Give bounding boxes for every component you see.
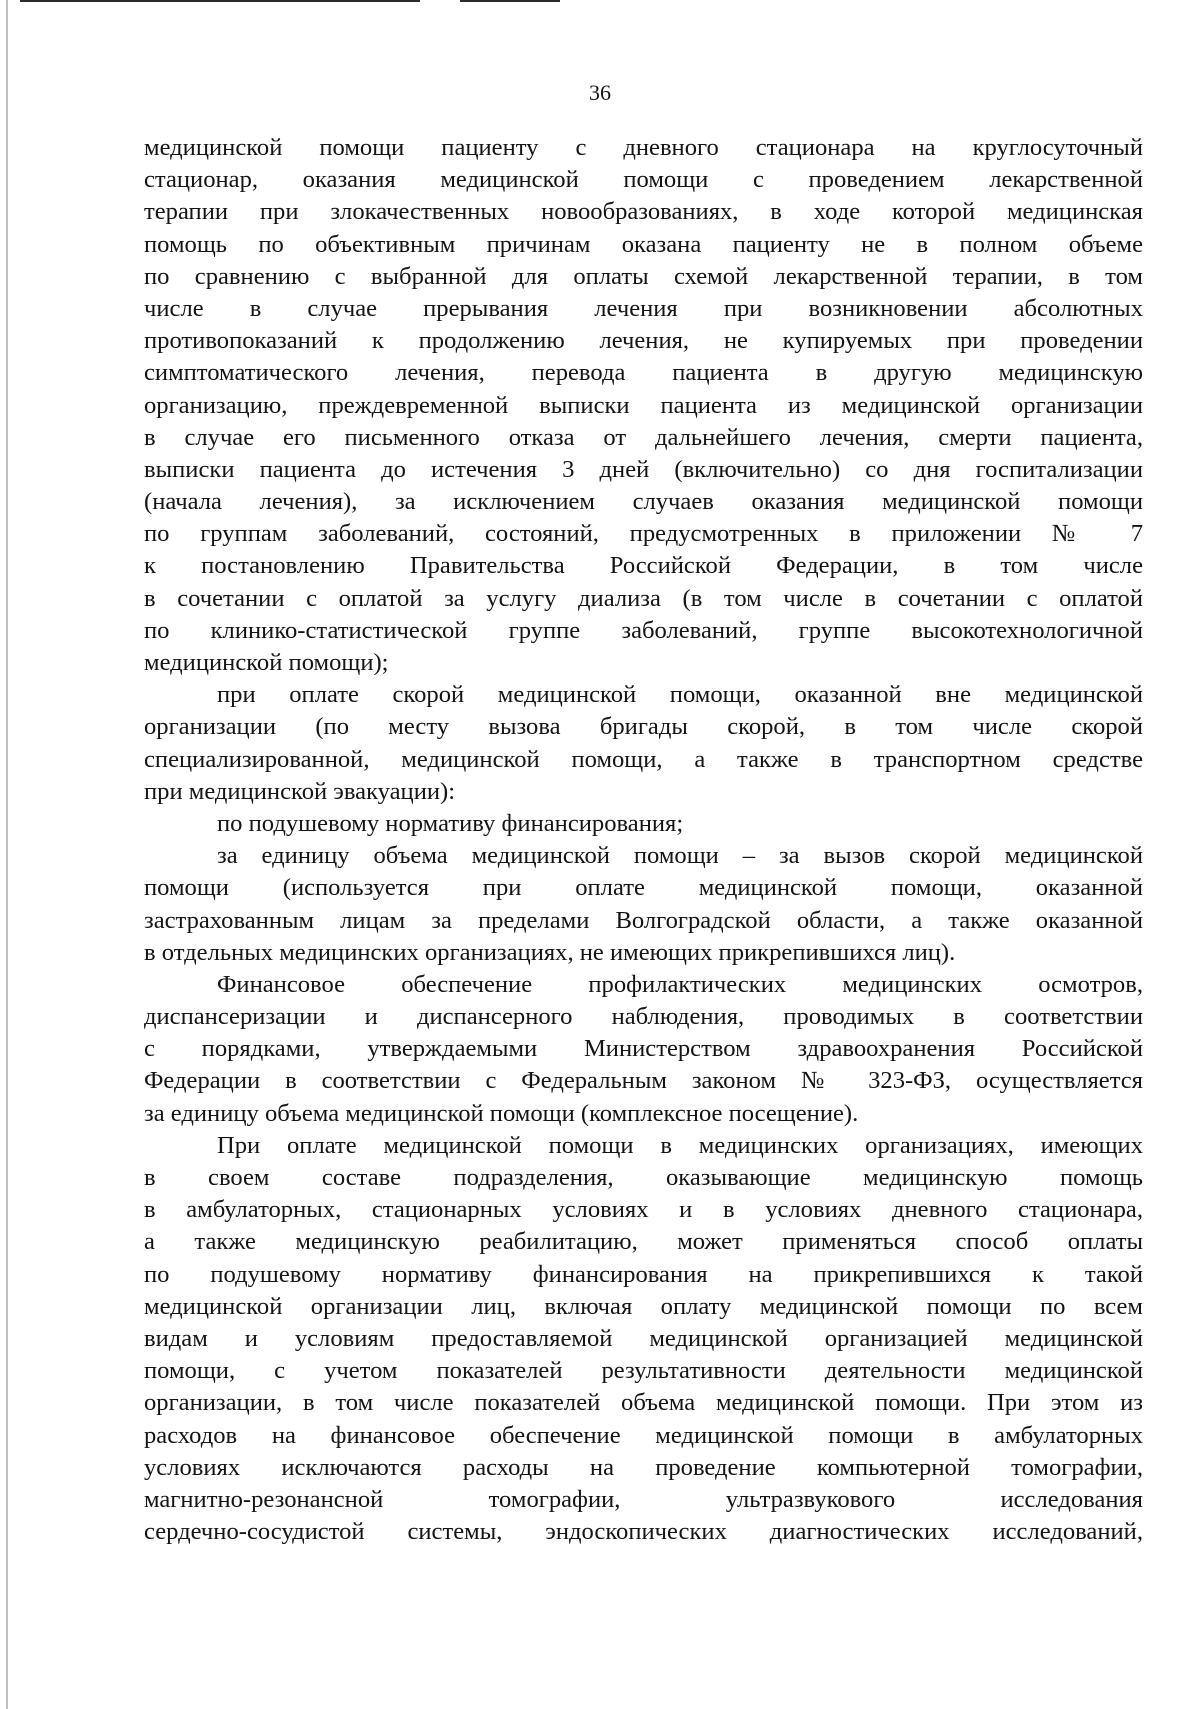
text-line: условиях исключаются расходы на проведение компьютерной томографии,: [144, 1453, 1143, 1481]
text-line: по сравнению с выбранной для оплаты схемой лекарственной терапии, в том: [144, 262, 1143, 290]
text-line: магнитно-резонансной томографии, ультразвукового исследования: [144, 1485, 1143, 1513]
text-line: по группам заболеваний, состояний, предусмотренных в приложении № 7: [144, 520, 1143, 548]
text-line: по подушевому нормативу финансирования;: [217, 809, 684, 837]
text-line: организации (по месту вызова бригады скорой, в том числе скорой: [144, 713, 1143, 741]
text-line: в своем составе подразделения, оказывающие медицинскую помощь: [144, 1164, 1143, 1191]
text-line: организацию, преждевременной выписки пациента из медицинской организации: [144, 391, 1143, 419]
text-line: по клинико-статистической группе заболеваний, группе высокотехнологичной: [144, 616, 1143, 644]
text-line: в отдельных медицинских организациях, не имеющих прикрепившихся лиц).: [144, 938, 956, 966]
text-line: помощи, с учетом показателей результативности деятельности медицинской: [144, 1357, 1143, 1385]
text-line: стационар, оказания медицинской помощи с проведением лекарственной: [144, 166, 1143, 194]
document-body: [144, 132, 1143, 1548]
text-line: противопоказаний к продолжению лечения, не купируемых при проведении: [144, 327, 1143, 355]
text-line: симптоматического лечения, перевода пациента в другую медицинскую: [144, 359, 1143, 387]
text-line: помощи (используется при оплате медицинской помощи, оказанной: [144, 874, 1143, 902]
text-line: при оплате скорой медицинской помощи, оказанной вне медицинской: [217, 681, 1143, 709]
text-line: помощь по объективным причинам оказана пациенту не в полном объеме: [144, 230, 1143, 258]
text-line: медицинской помощи пациенту с дневного стационара на круглосуточный: [144, 134, 1143, 161]
text-line: При оплате медицинской помощи в медицинских организациях, имеющих: [217, 1131, 1143, 1159]
text-line: с порядками, утверждаемыми Министерством здравоохранения Российской: [144, 1035, 1143, 1063]
text-line: сердечно-сосудистой системы, эндоскопических диагностических исследований,: [144, 1518, 1143, 1546]
text-line: (начала лечения), за исключением случаев оказания медицинской помощи: [144, 488, 1143, 516]
scan-artifact-top-rule: [460, 0, 560, 2]
text-line: выписки пациента до истечения 3 дней (включительно) со дня госпитализации: [144, 455, 1143, 483]
text-line: при медицинской эвакуации):: [144, 777, 456, 805]
text-line: Финансовое обеспечение профилактических медицинских осмотров,: [217, 970, 1143, 998]
scan-artifact-top-rule: [20, 0, 420, 2]
paragraph: [144, 679, 1143, 808]
scan-artifact-left-edge: [6, 0, 8, 1709]
text-line: видам и условиям предоставляемой медицинской организацией медицинской: [144, 1324, 1143, 1352]
text-line: специализированной, медицинской помощи, а также в транспортном средстве: [144, 745, 1143, 773]
text-line: Федерации в соответствии с Федеральным законом № 323-ФЗ, осуществляется: [144, 1067, 1143, 1095]
text-line: расходов на финансовое обеспечение медицинской помощи в амбулаторных: [144, 1421, 1143, 1449]
text-line: в сочетании с оплатой за услугу диализа (в том числе в сочетании с оплатой: [144, 584, 1143, 612]
text-line: за единицу объема медицинской помощи – за вызов скорой медицинской: [217, 842, 1143, 870]
paragraph: [144, 1130, 1143, 1548]
text-line: медицинской помощи);: [144, 649, 389, 676]
text-line: медицинской организации лиц, включая оплату медицинской помощи по всем: [144, 1292, 1143, 1320]
paragraph: [144, 808, 1143, 840]
paragraph: [144, 969, 1143, 1130]
text-line: в амбулаторных, стационарных условиях и в условиях дневного стационара,: [144, 1196, 1143, 1224]
text-line: организации, в том числе показателей объема медицинской помощи. При этом из: [144, 1389, 1143, 1417]
text-line: в случае его письменного отказа от дальнейшего лечения, смерти пациента,: [144, 423, 1143, 451]
text-line: а также медицинскую реабилитацию, может применяться способ оплаты: [144, 1228, 1143, 1256]
text-line: за единицу объема медицинской помощи (комплексное посещение).: [144, 1099, 859, 1127]
text-line: диспансеризации и диспансерного наблюдения, проводимых в соответствии: [144, 1003, 1143, 1031]
text-line: терапии при злокачественных новообразованиях, в ходе которой медицинская: [144, 198, 1143, 226]
text-line: по подушевому нормативу финансирования на прикрепившихся к такой: [144, 1260, 1143, 1288]
page-number: 36: [589, 80, 611, 105]
text-line: застрахованным лицам за пределами Волгоградской области, а также оказанной: [144, 906, 1143, 934]
text-line: числе в случае прерывания лечения при возникновении абсолютных: [144, 294, 1143, 322]
text-line: к постановлению Правительства Российской Федерации, в том числе: [144, 552, 1143, 580]
paragraph: [144, 132, 1143, 679]
paragraph: [144, 840, 1143, 969]
